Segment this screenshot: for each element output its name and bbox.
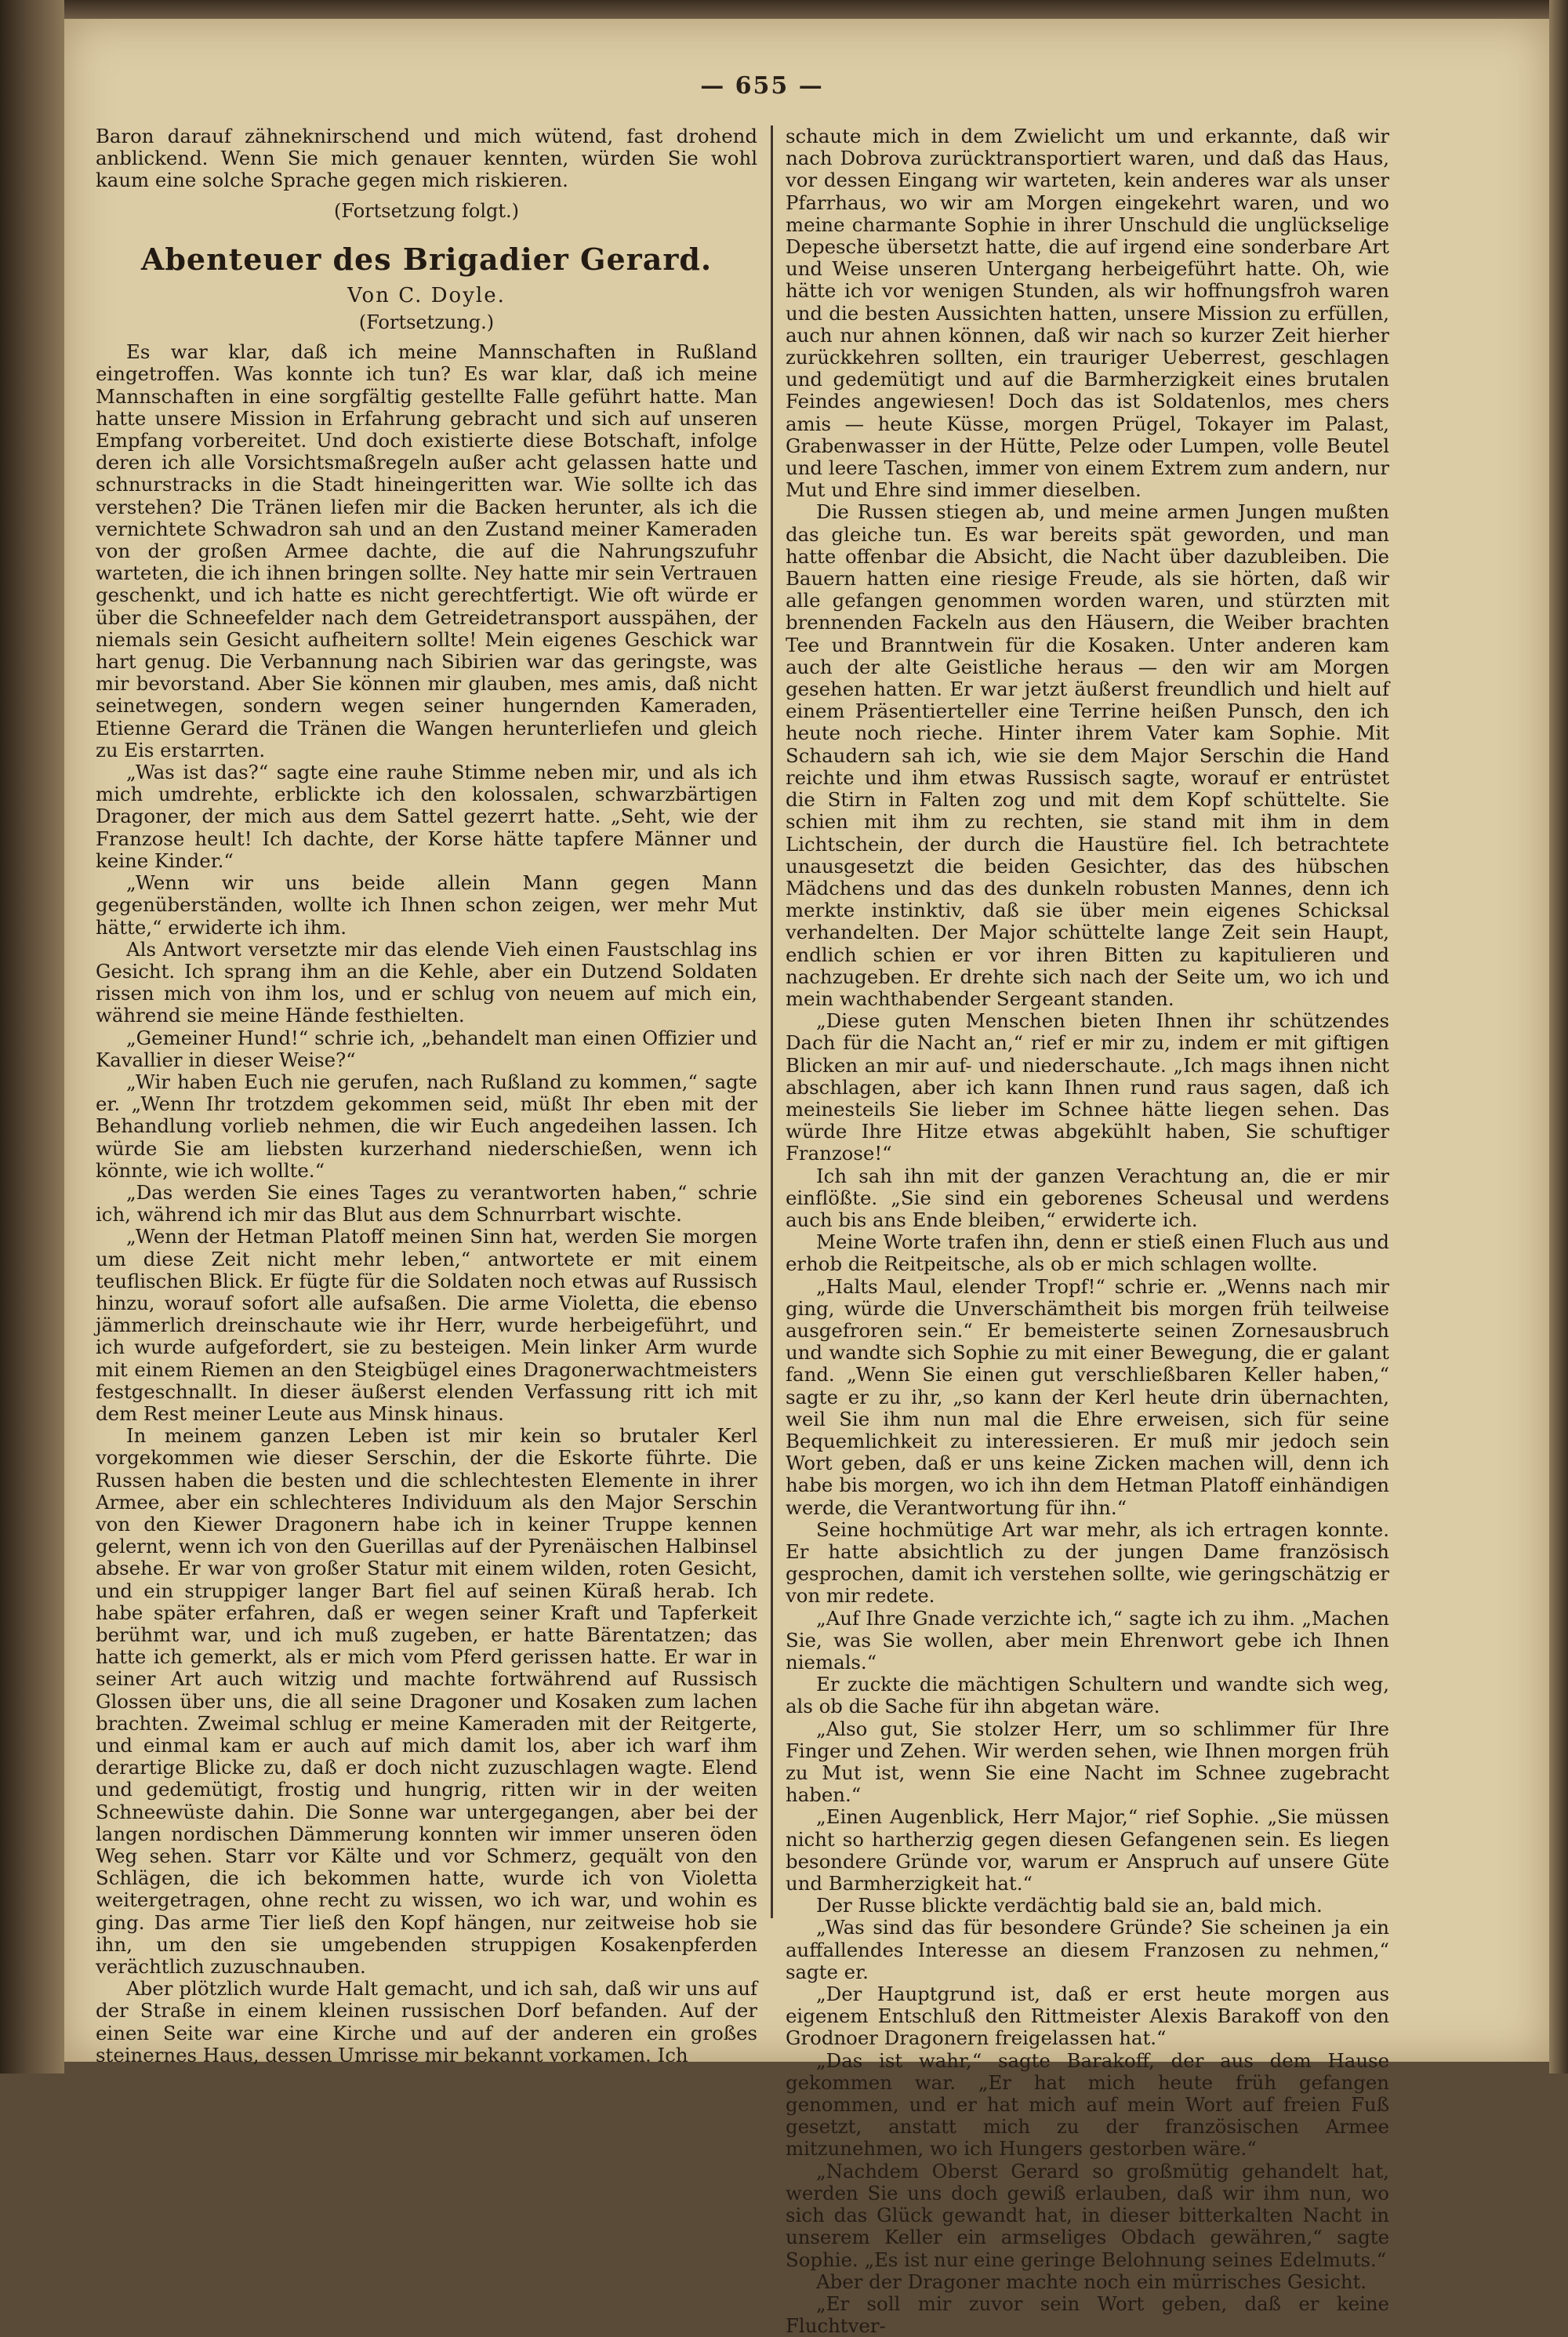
paragraph: „Also gut, Sie stolzer Herr, um so schlimmer für Ihre Finger und Zehen. Wir werden sehen, wie Ihnen morgen früh zu Mut ist, wenn Sie eine Nacht im Schnee zugebracht haben.“ [786,1717,1389,1807]
page-number: — 655 — [700,72,824,100]
paragraph: Es war klar, daß ich meine Mannschaften in Rußland eingetroffen. Was konnte ich tun? Es war klar, daß ich meine Mannschaften in eine sorgfältig gestellte Falle geführt hatte. Man hatte unsere Mission in Erfahrung gebracht und sich auf unseren Empfang vorbereitet. Und doch existierte diese Botschaft, infolge deren ich alle Vorsichtsmaßregeln außer acht gelassen hatte und schnurstracks in die Stadt hineingeritten war. Wie sollte ich das verstehen? Die Tränen liefen mir die Backen herunter, als ich die vernichtete Schwadron sah und an den Zustand meiner Kameraden von der großen Armee dachte, die auf die Nahrungszufuhr warteten, die ich ihnen bringen sollte. Ney hatte mir sein Vertrauen geschenkt, und ich hatte es nicht gerechtfertigt. Wie oft würde er über die Schneefelder nach dem Getreidetransport ausspähen, der niemals sein Gesicht aufheitern sollte! Mein eigenes Geschick war hart genug. Die Verbannung nach Sibirien war das geringste, was mir bevorstand. Aber Sie können mir glauben, mes amis, daß nicht seinetwegen, sondern wegen seiner hungernden Kameraden, Etienne Gerard die Tränen die Wangen herunterliefen und gleich zu Eis erstarrten. [96,340,757,761]
right-column [786,125,1389,2337]
paragraph: schaute mich in dem Zwielicht um und erkannte, daß wir nach Dobrova zurücktransportiert waren, und daß das Haus, vor dessen Eingang wir warteten, kein anderes war als unser Pfarrhaus, wo wir am Morgen eingekehrt waren, und wo meine charmante Sophie in ihrer Unschuld die unglückselige Depesche übersetzt hatte, die auf irgend eine sonderbare Art und Weise unseren Untergang herbeigeführt hatte. Oh, wie hätte ich vor wenigen Stunden, als wir hoffnungsfroh waren und die besten Aussichten hatten, unsere Mission zu erfüllen, auch nur ahnen können, daß wir nach so kurzer Zeit hierher zurückkehren sollten, ein trauriger Ueberrest, geschlagen und gedemütigt und auf die Barmherzigkeit eines brutalen Feindes angewiesen! Doch das ist Soldatenlos, mes chers amis — heute Küsse, morgen Prügel, Tokayer im Palast, Grabenwasser in der Hütte, Pelze oder Lumpen, volle Beutel und leere Taschen, immer von einem Extrem zum andern, nur Mut und Ehre sind immer dieselben. [786,125,1389,502]
paragraph: Der Russe blickte verdächtig bald sie an, bald mich. [816,1894,1323,1917]
paragraph: „Das werden Sie eines Tages zu verantworten haben,“ schrie ich, während ich mir das Blut aus dem Schnurrbart wischte. [96,1180,757,1227]
book-binding-shadow [0,0,64,2073]
paragraph: „Diese guten Menschen bieten Ihnen ihr schützendes Dach für die Nacht an,“ rief er mir zu, indem er mit giftigen Blicken an mir auf- und niederschaute. „Ich mags ihnen nicht abschlagen, aber ich kann Ihnen rund raus sagen, daß ich meinesteils Sie lieber im Schnee hätte liegen sehen. Das würde Ihre Hitze etwas abgekühlt haben, Sie schuftiger Franzose!“ [786,1009,1389,1165]
continued-note: (Fortsetzung folgt.) [334,199,519,222]
paragraph: „Der Hauptgrund ist, daß er erst heute morgen aus eigenem Entschluß den Rittmeister Alexis Barakoff von den Grodnoer Dragonern freigelassen hat.“ [786,1983,1389,2050]
paragraph: Er zuckte die mächtigen Schultern und wandte sich weg, als ob die Sache für ihn abgetan wäre. [786,1673,1389,1718]
paragraph: „Was sind das für besondere Gründe? Sie scheinen ja ein auffallendes Interesse an diesem Franzosen zu nehmen,“ sagte er. [786,1916,1389,1983]
column-divider [771,125,773,1918]
paragraph: „Wir haben Euch nie gerufen, nach Rußland zu kommen,“ sagte er. „Wenn Ihr trotzdem gekommen seid, müßt Ihr eben mit der Behandlung vorlieb nehmen, die wir Euch angedeihen lassen. Ich würde Sie am liebsten kurzerhand niederschießen, wenn ich könnte, wie ich wollte.“ [96,1070,757,1182]
article-byline: Von C. Doyle. [347,283,506,307]
article-title: Abenteuer des Brigadier Gerard. [140,241,713,277]
paragraph: „Was ist das?“ sagte eine rauhe Stimme neben mir, und als ich mich umdrehte, erblickte ich den kolossalen, schwarzbärtigen Dragoner, der mich aus dem Sattel gezerrt hatte. „Seht, wie der Franzose heult! Ich dachte, der Korse hätte tapfere Männer und keine Kinder.“ [96,761,757,872]
paragraph: „Einen Augenblick, Herr Major,“ rief Sophie. „Sie müssen nicht so hartherzig gegen diesen Gefangenen sein. Es liegen besondere Gründe vor, warum er Anspruch auf unsere Güte und Barmherzigkeit hat.“ [786,1805,1389,1895]
story-ending-paragraph: Baron darauf zähneknirschend und mich wütend, fast drohend anblickend. Wenn Sie mich genauer kennten, würden Sie wohl kaum eine solche Sprache gegen mich riskieren. [96,125,757,192]
continuation-note: (Fortsetzung.) [358,311,495,334]
paragraph: „Wenn der Hetman Platoff meinen Sinn hat, werden Sie morgen um diese Zeit nicht mehr leben,“ antwortete er mit einem teuflischen Blick. Er fügte für die Soldaten noch etwas auf Russisch hinzu, worauf sofort alle aufsaßen. Die arme Violetta, die ebenso jämmerlich dreinschaute wie ihr Herr, wurde herbeigeführt, und ich wurde aufgefordert, sie zu besteigen. Mein linker Arm wurde mit einem Riemen an den Steigbügel eines Dragonerwachtmeisters festgeschnallt. In dieser äußerst elenden Verfassung ritt ich mit dem Rest meiner Leute aus Minsk hinaus. [96,1225,757,1425]
paragraph: Ich sah ihn mit der ganzen Verachtung an, die er mir einflößte. „Sie sind ein geborenes Scheusal und werdens auch bis ans Ende bleiben,“ erwiderte ich. [786,1164,1389,1231]
paragraph: „Er soll mir zuvor sein Wort geben, daß er keine Fluchtver- [786,2292,1389,2337]
paragraph: Aber plötzlich wurde Halt gemacht, und ich sah, daß wir uns auf der Straße in einem kleinen russischen Dorf befanden. Auf der einen Seite war eine Kirche und auf der anderen ein großes steinernes Haus, dessen Umrisse mir bekannt vorkamen. Ich [96,1977,757,2066]
paragraph: „Das ist wahr,“ sagte Barakoff, der aus dem Hause gekommen war. „Er hat mich heute früh gefangen genommen, und er hat mich auf mein Wort auf freien Fuß gesetzt, anstatt mich zu der französischen Armee mitzunehmen, wo ich Hungers gestorben wäre.“ [786,2048,1389,2161]
paragraph: „Wenn wir uns beide allein Mann gegen Mann gegenüberständen, wollte ich Ihnen schon zeigen, wer mehr Mut hätte,“ erwiderte ich ihm. [96,871,757,939]
paragraph: „Gemeiner Hund!“ schrie ich, „behandelt man einen Offizier und Kavallier in dieser Weise?“ [96,1026,757,1071]
paragraph: Seine hochmütige Art war mehr, als ich ertragen konnte. Er hatte absichtlich zu der jungen Dame französisch gesprochen, damit ich verstehen sollte, wie geringschätzig er von mir redete. [786,1517,1389,1608]
paragraph: „Nachdem Oberst Gerard so großmütig gehandelt hat, werden Sie uns doch gewiß erlauben, daß wir ihm nun, wo sich das Glück gewandt hat, in dieser bitterkalten Nacht in unserem Keller ein armseliges Obdach gewähren,“ sagte Sophie. „Es ist nur eine geringe Belohnung seines Edelmuts.“ [786,2159,1389,2271]
page-edge-right [1549,0,1568,2073]
left-column [96,125,757,2066]
paragraph: Meine Worte trafen ihn, denn er stieß einen Fluch aus und erhob die Reitpeitsche, als ob er mich schlagen wollte. [786,1230,1389,1276]
paragraph: Aber der Dragoner machte noch ein mürrisches Gesicht. [816,2270,1367,2293]
paragraph: Die Russen stiegen ab, und meine armen Jungen mußten das gleiche tun. Es war bereits spät geworden, und man hatte offenbar die Absicht, die Nacht über dazubleiben. Die Bauern hatten eine riesige Freude, als sie hörten, daß wir alle gefangen genommen worden waren, und stürzten mit brennenden Fackeln aus den Häusern, die Weiber brachten Tee und Branntwein für die Kosaken. Unter anderen kam auch der alte Geistliche heraus — den wir am Morgen gesehen hatten. Er war jetzt äußerst freundlich und hielt auf einem Präsentierteller eine Terrine heißen Punsch, den ich heute noch rieche. Hinter ihrem Vater kam Sophie. Mit Schaudern sah ich, wie sie dem Major Serschin die Hand reichte und ihm etwas Russisch sagte, worauf er entrüstet die Stirn in Falten zog und mit dem Kopf schüttelte. Sie schien mit ihm zu rechten, sie stand mit ihm in dem Lichtschein, der durch die Haustüre fiel. Ich betrachtete unausgesetzt die beiden Gesichter, das des hübschen Mädchens und das des dunkeln robusten Mannes, denn ich merkte instinktiv, daß sie über mein eigenes Schicksal verhandelten. Der Major schüttelte lange Zeit sein Haupt, endlich schien er vor ihren Bitten zu kapitulieren und nachzugeben. Er drehte sich nach der Seite um, wo ich und mein wachthabender Sergeant standen. [786,500,1389,1010]
paragraph: Als Antwort versetzte mir das elende Vieh einen Faustschlag ins Gesicht. Ich sprang ihm an die Kehle, aber ein Dutzend Soldaten rissen mich von ihm los, und er schlug von neuem auf mich ein, während sie meine Hände festhielten. [96,937,757,1027]
paragraph: In meinem ganzen Leben ist mir kein so brutaler Kerl vorgekommen wie dieser Serschin, der die Eskorte führte. Die Russen haben die besten und die schlechtesten Elemente in ihrer Armee, aber ein schlechteres Individuum als den Major Serschin von den Kiewer Dragonern habe ich in keiner Truppe kennen gelernt, wenn ich von den Guerillas auf der Pyrenäischen Halbinsel absehe. Er war von großer Statur mit einem wilden, roten Gesicht, und ein struppiger langer Bart fiel auf seinen Küraß herab. Ich habe später erfahren, daß er wegen seiner Kraft und Tapferkeit berühmt war, und ich muß zugeben, er hatte Bärentatzen; das hatte ich gemerkt, als er mich vom Pferd gerissen hatte. Er war in seiner Art auch witzig und machte fortwährend auf Russisch Glossen über uns, die all seine Dragoner und Kosaken zum lachen brachten. Zweimal schlug er meine Kameraden mit der Reitgerte, und einmal kam er auch auf mich damit los, aber ich warf ihm derartige Blicke zu, daß er doch nicht zuzuschlagen wagte. Elend und gedemütigt, frostig und hungrig, ritten wir in der weiten Schneewüste dahin. Die Sonne war untergegangen, aber bei der langen nordischen Dämmerung konnten wir immer unseren öden Weg sehen. Starr vor Kälte und vor Schmerz, gequält von den Schlägen, die ich bekommen hatte, wurde ich von Violetta weitergetragen, ohne recht zu wissen, wo ich war, und wohin es ging. Das arme Tier ließ den Kopf hängen, nur zeitweise hob sie ihn, um den sie umgebenden struppigen Kosakenpferden verächtlich zuzuschnauben. [96,1424,757,1979]
paragraph: „Halts Maul, elender Tropf!“ schrie er. „Wenns nach mir ging, würde die Unverschämtheit bis morgen früh teilweise ausgefroren sein.“ Er bemeisterte seinen Zornesausbruch und wandte sich Sophie zu mit einer Bewegung, die er galant fand. „Wenn Sie einen gut verschließbaren Keller haben,“ sagte er zu ihr, „so kann der Kerl heute drin übernachten, weil Sie ihm nun mal die Ehre erweisen, sich für seine Bequemlichkeit zu interessieren. Er muß mir jedoch sein Wort geben, daß er uns keine Zicken machen will, denn ich habe bis morgen, wo ich ihn dem Hetman Platoff einhändigen werde, die Verantwortung für ihn.“ [786,1274,1389,1519]
paragraph: „Auf Ihre Gnade verzichte ich,“ sagte ich zu ihm. „Machen Sie, was Sie wollen, aber mein Ehrenwort gebe ich Ihnen niemals.“ [786,1606,1389,1674]
